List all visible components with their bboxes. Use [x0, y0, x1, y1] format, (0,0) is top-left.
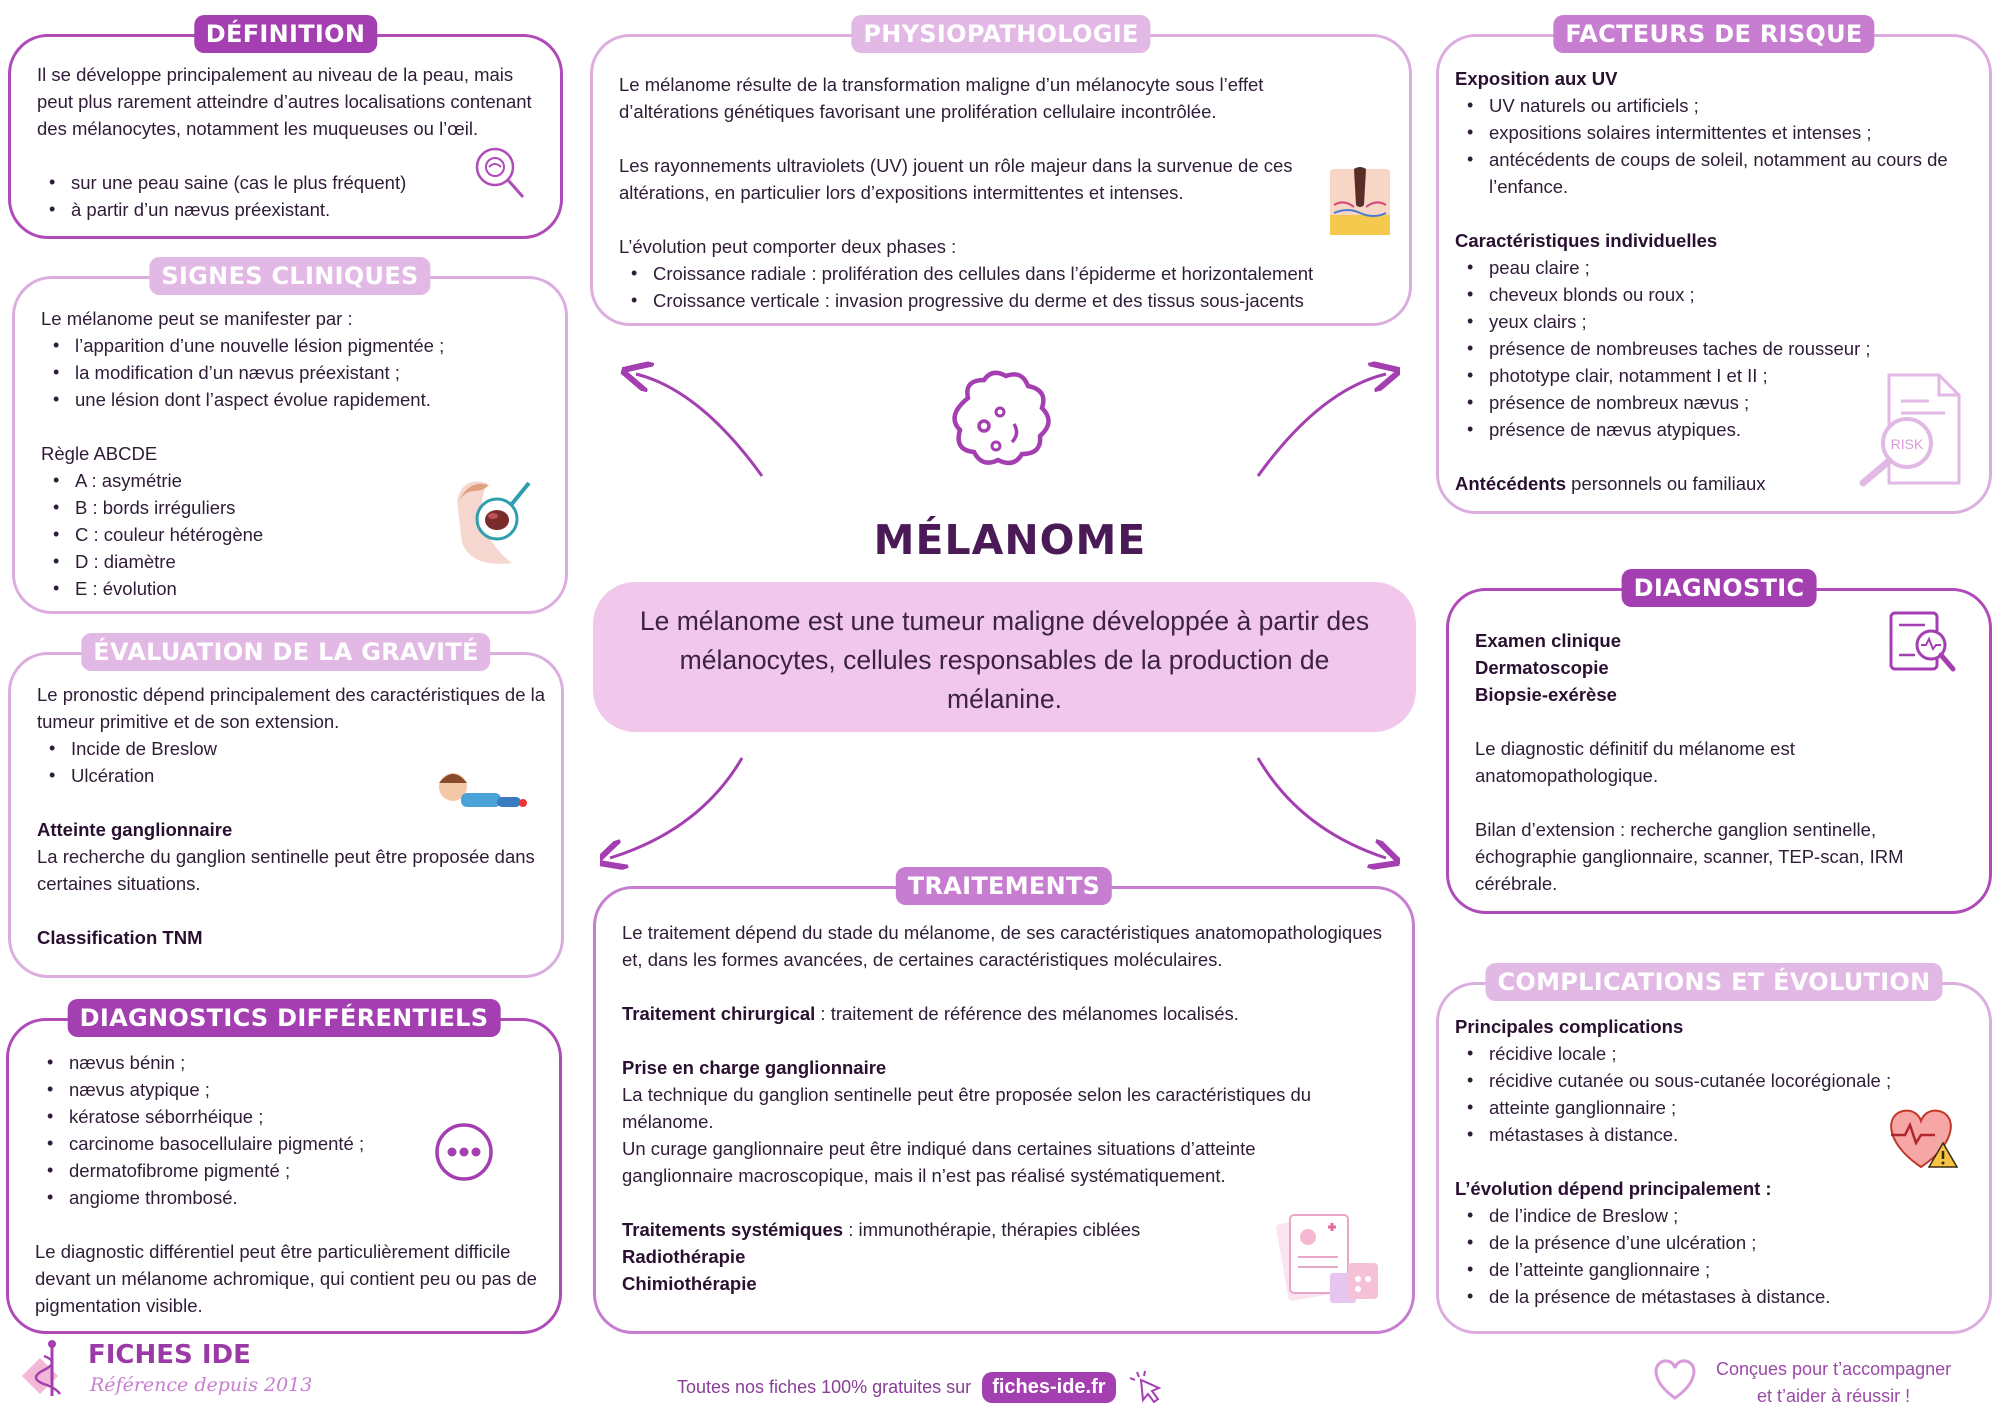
site-link[interactable]: fiches-ide.fr: [982, 1372, 1115, 1403]
list-item: • A : asymétrie: [49, 467, 541, 494]
diagnostic-heading: DIAGNOSTIC: [1622, 569, 1817, 607]
evolution-title: L’évolution dépend principalement :: [1455, 1178, 1772, 1199]
differentiels-heading: DIAGNOSTICS DIFFÉRENTIELS: [68, 999, 501, 1037]
brand-name: FICHES IDE: [88, 1340, 251, 1370]
physio-p2: Les rayonnements ultraviolets (UV) jouent un rôle majeur dans la survenue de ces altérations, en particulier lors d’expositions intermittentes et intenses.: [619, 155, 1293, 203]
list-item: • Incide de Breslow: [45, 735, 537, 762]
footer-promo: [677, 1368, 1167, 1408]
list-item: • de la présence d’une ulcération ;: [1463, 1229, 1965, 1256]
gangl-text-2: Un curage ganglionnaire peut être indiqué dans certaines situations d’atteinte ganglionnaire macroscopique, mais il n’est pas réalisé systématiquement.: [622, 1138, 1256, 1186]
list-item: • la modification d’un nævus préexistant ;: [49, 359, 541, 386]
diagnostic-card: [1446, 574, 1992, 914]
definition-text: Il se développe principalement au niveau de la peau, mais peut plus rarement atteindre d’autres localisations contenant des mélanocytes, notamment les muqueuses ou l’œil.: [37, 64, 532, 139]
list-item: • E : évolution: [49, 575, 541, 602]
list-item: • cheveux blonds ou roux ;: [1463, 281, 1965, 308]
list-item: • kératose séborrhéique ;: [43, 1103, 535, 1130]
signes-card: [12, 262, 568, 614]
center-definition: Le mélanome est une tumeur maligne développée à partir des mélanocytes, cellules responsables de la production de mélanine.: [593, 582, 1416, 732]
prescription-icon: [1276, 1209, 1386, 1313]
signes-intro: Le mélanome peut se manifester par :: [41, 308, 353, 329]
diag-p1: Le diagnostic définitif du mélanome est anatomopathologique.: [1475, 738, 1795, 786]
uv-list: [1455, 92, 1975, 200]
more-dots-icon: [433, 1121, 495, 1183]
list-item: • B : bords irréguliers: [49, 494, 541, 521]
indiv-title: Caractéristiques individuelles: [1455, 230, 1718, 251]
list-item: • l’apparition d’une nouvelle lésion pigmentée ;: [49, 332, 541, 359]
risk-document-icon: [1849, 371, 1967, 487]
heart-warning-icon: [1885, 1103, 1965, 1173]
physio-card: [590, 20, 1412, 326]
risk-label: RISK: [1890, 436, 1924, 452]
evolution-list: [1455, 1202, 1965, 1310]
gravite-intro: Le pronostic dépend principalement des caractéristiques de la tumeur primitive et de son extension.: [37, 684, 546, 732]
list-item: • une lésion dont l’aspect évolue rapidement.: [49, 386, 541, 413]
traitements-intro: Le traitement dépend du stade du mélanome, de ses caractéristiques anatomopathologiques et, dans les formes avancées, de certaines caractéristiques moléculaires.: [622, 922, 1383, 970]
list-item: • nævus bénin ;: [43, 1049, 535, 1076]
list-item: • carcinome basocellulaire pigmenté ;: [43, 1130, 535, 1157]
list-item: • de la présence de métastases à distance.: [1463, 1283, 1965, 1310]
physio-p3: L’évolution peut comporter deux phases :: [619, 236, 957, 257]
footer-tagline-line-1: Conçues pour t’accompagner: [1716, 1359, 1952, 1379]
magnifier-cell-icon: [471, 145, 531, 205]
page-title: MÉLANOME: [873, 516, 1147, 564]
footer-tagline: [1716, 1356, 1951, 1410]
list-item: • Croissance radiale : prolifération des cellules dans l’épiderme et horizontalement: [627, 260, 1385, 287]
list-item: • yeux clairs ;: [1463, 308, 1965, 335]
signes-heading: SIGNES CLINIQUES: [149, 257, 430, 295]
chir-line: [622, 1000, 1388, 1027]
gravite-heading: ÉVALUATION DE LA GRAVITÉ: [81, 633, 490, 671]
brand-tagline: Référence depuis 2013: [90, 1374, 313, 1396]
list-item: • Ulcération: [45, 762, 537, 789]
list-item: • peau claire ;: [1463, 254, 1965, 281]
uv-title: Exposition aux UV: [1455, 68, 1618, 89]
gangl-text: La recherche du ganglion sentinelle peut être proposée dans certaines situations.: [37, 846, 535, 894]
list-item: • Croissance verticale : invasion progressive du derme et des tissus sous-jacents: [627, 287, 1385, 314]
physio-heading: PHYSIOPATHOLOGIE: [851, 15, 1150, 53]
list-item: • présence de nævus atypiques.: [1463, 416, 1965, 443]
list-item: • présence de nombreux nævus ;: [1463, 389, 1965, 416]
differentiels-card: [6, 1004, 562, 1334]
tnm-title: Classification TNM: [37, 927, 203, 948]
list-item: • angiome thrombosé.: [43, 1184, 535, 1211]
list-item: • métastases à distance.: [1463, 1121, 1965, 1148]
diag-p2: Bilan d’extension : recherche ganglion sentinelle, échographie ganglionnaire, scanner, TEP-scan, IRM cérébrale.: [1475, 819, 1904, 894]
signes-list: [41, 332, 541, 413]
definition-heading: DÉFINITION: [194, 15, 377, 53]
gangl-text-1: La technique du ganglion sentinelle peut être proposée selon les caractéristiques du mélanome.: [622, 1084, 1312, 1132]
traitements-heading: TRAITEMENTS: [896, 867, 1112, 905]
complications-card: [1436, 968, 1992, 1334]
list-item: • récidive locale ;: [1463, 1040, 1965, 1067]
syst-title: Traitements systémiques: [622, 1219, 844, 1240]
facteurs-card: [1436, 20, 1992, 514]
caduceus-logo-icon: [18, 1336, 78, 1400]
list-item: • C : couleur hétérogène: [49, 521, 541, 548]
list-item: • phototype clair, notamment I et II ;: [1463, 362, 1965, 389]
syst-text: : immunothérapie, thérapies ciblées: [843, 1219, 1141, 1240]
chir-text: : traitement de référence des mélanomes localisés.: [815, 1003, 1239, 1024]
differentiels-text: Le diagnostic différentiel peut être particulièrement difficile devant un mélanome achromique, qui contient peu ou pas de pigmentation visible.: [35, 1241, 537, 1316]
list-item: • D : diamètre: [49, 548, 541, 575]
list-item: • nævus atypique ;: [43, 1076, 535, 1103]
list-item: • sur une peau saine (cas le plus fréquent): [45, 169, 547, 196]
gangl-title: Atteinte ganglionnaire: [37, 819, 233, 840]
ante-title: Antécédents: [1455, 473, 1567, 494]
facteurs-heading: FACTEURS DE RISQUE: [1553, 15, 1874, 53]
lying-child-icon: [431, 767, 531, 815]
list-item: • expositions solaires intermittentes et intenses ;: [1463, 119, 1975, 146]
list-item: • dermatofibrome pigmenté ;: [43, 1157, 535, 1184]
heart-outline-icon: [1650, 1356, 1700, 1402]
abcde-title: Règle ABCDE: [41, 443, 158, 464]
list-item: • à partir d’un nævus préexistant.: [45, 196, 547, 223]
list-item: • récidive cutanée ou sous-cutanée locorégionale ;: [1463, 1067, 1965, 1094]
syst-line: [622, 1216, 1388, 1243]
complications-title: Principales complications: [1455, 1016, 1684, 1037]
diag-line-1: Examen clinique: [1475, 630, 1621, 651]
skin-exam-icon: [447, 471, 537, 571]
complications-heading: COMPLICATIONS ET ÉVOLUTION: [1485, 963, 1942, 1001]
list-item: • présence de nombreuses taches de rousseur ;: [1463, 335, 1965, 362]
cursor-click-icon: [1127, 1368, 1167, 1408]
list-item: • antécédents de coups de soleil, notamment au cours de l’enfance.: [1463, 146, 1975, 200]
medical-report-icon: [1885, 607, 1961, 679]
gangl-title: Prise en charge ganglionnaire: [622, 1057, 887, 1078]
skin-layers-icon: [1328, 165, 1392, 239]
gravite-card: [8, 638, 564, 978]
physio-p1: Le mélanome résulte de la transformation maligne d’un mélanocyte sous l’effet d’altérations génétiques favorisant une prolifération cellulaire incontrôlée.: [619, 74, 1264, 122]
list-item: • de l’atteinte ganglionnaire ;: [1463, 1256, 1965, 1283]
list-item: • de l’indice de Breslow ;: [1463, 1202, 1965, 1229]
footer-promo-text: Toutes nos fiches 100% gratuites sur: [677, 1376, 972, 1397]
radio-title: Radiothérapie: [622, 1246, 746, 1267]
diag-line-3: Biopsie-exérèse: [1475, 684, 1617, 705]
diag-line-2: Dermatoscopie: [1475, 657, 1609, 678]
list-item: • UV naturels ou artificiels ;: [1463, 92, 1975, 119]
chimio-title: Chimiothérapie: [622, 1273, 757, 1294]
ante-text: personnels ou familiaux: [1566, 473, 1766, 494]
list-item: • atteinte ganglionnaire ;: [1463, 1094, 1965, 1121]
footer-tagline-line-2: et t’aider à réussir !: [1757, 1386, 1911, 1406]
traitements-card: [593, 872, 1415, 1334]
physio-list: [619, 260, 1385, 314]
chir-title: Traitement chirurgical: [622, 1003, 816, 1024]
definition-card: [8, 20, 563, 239]
